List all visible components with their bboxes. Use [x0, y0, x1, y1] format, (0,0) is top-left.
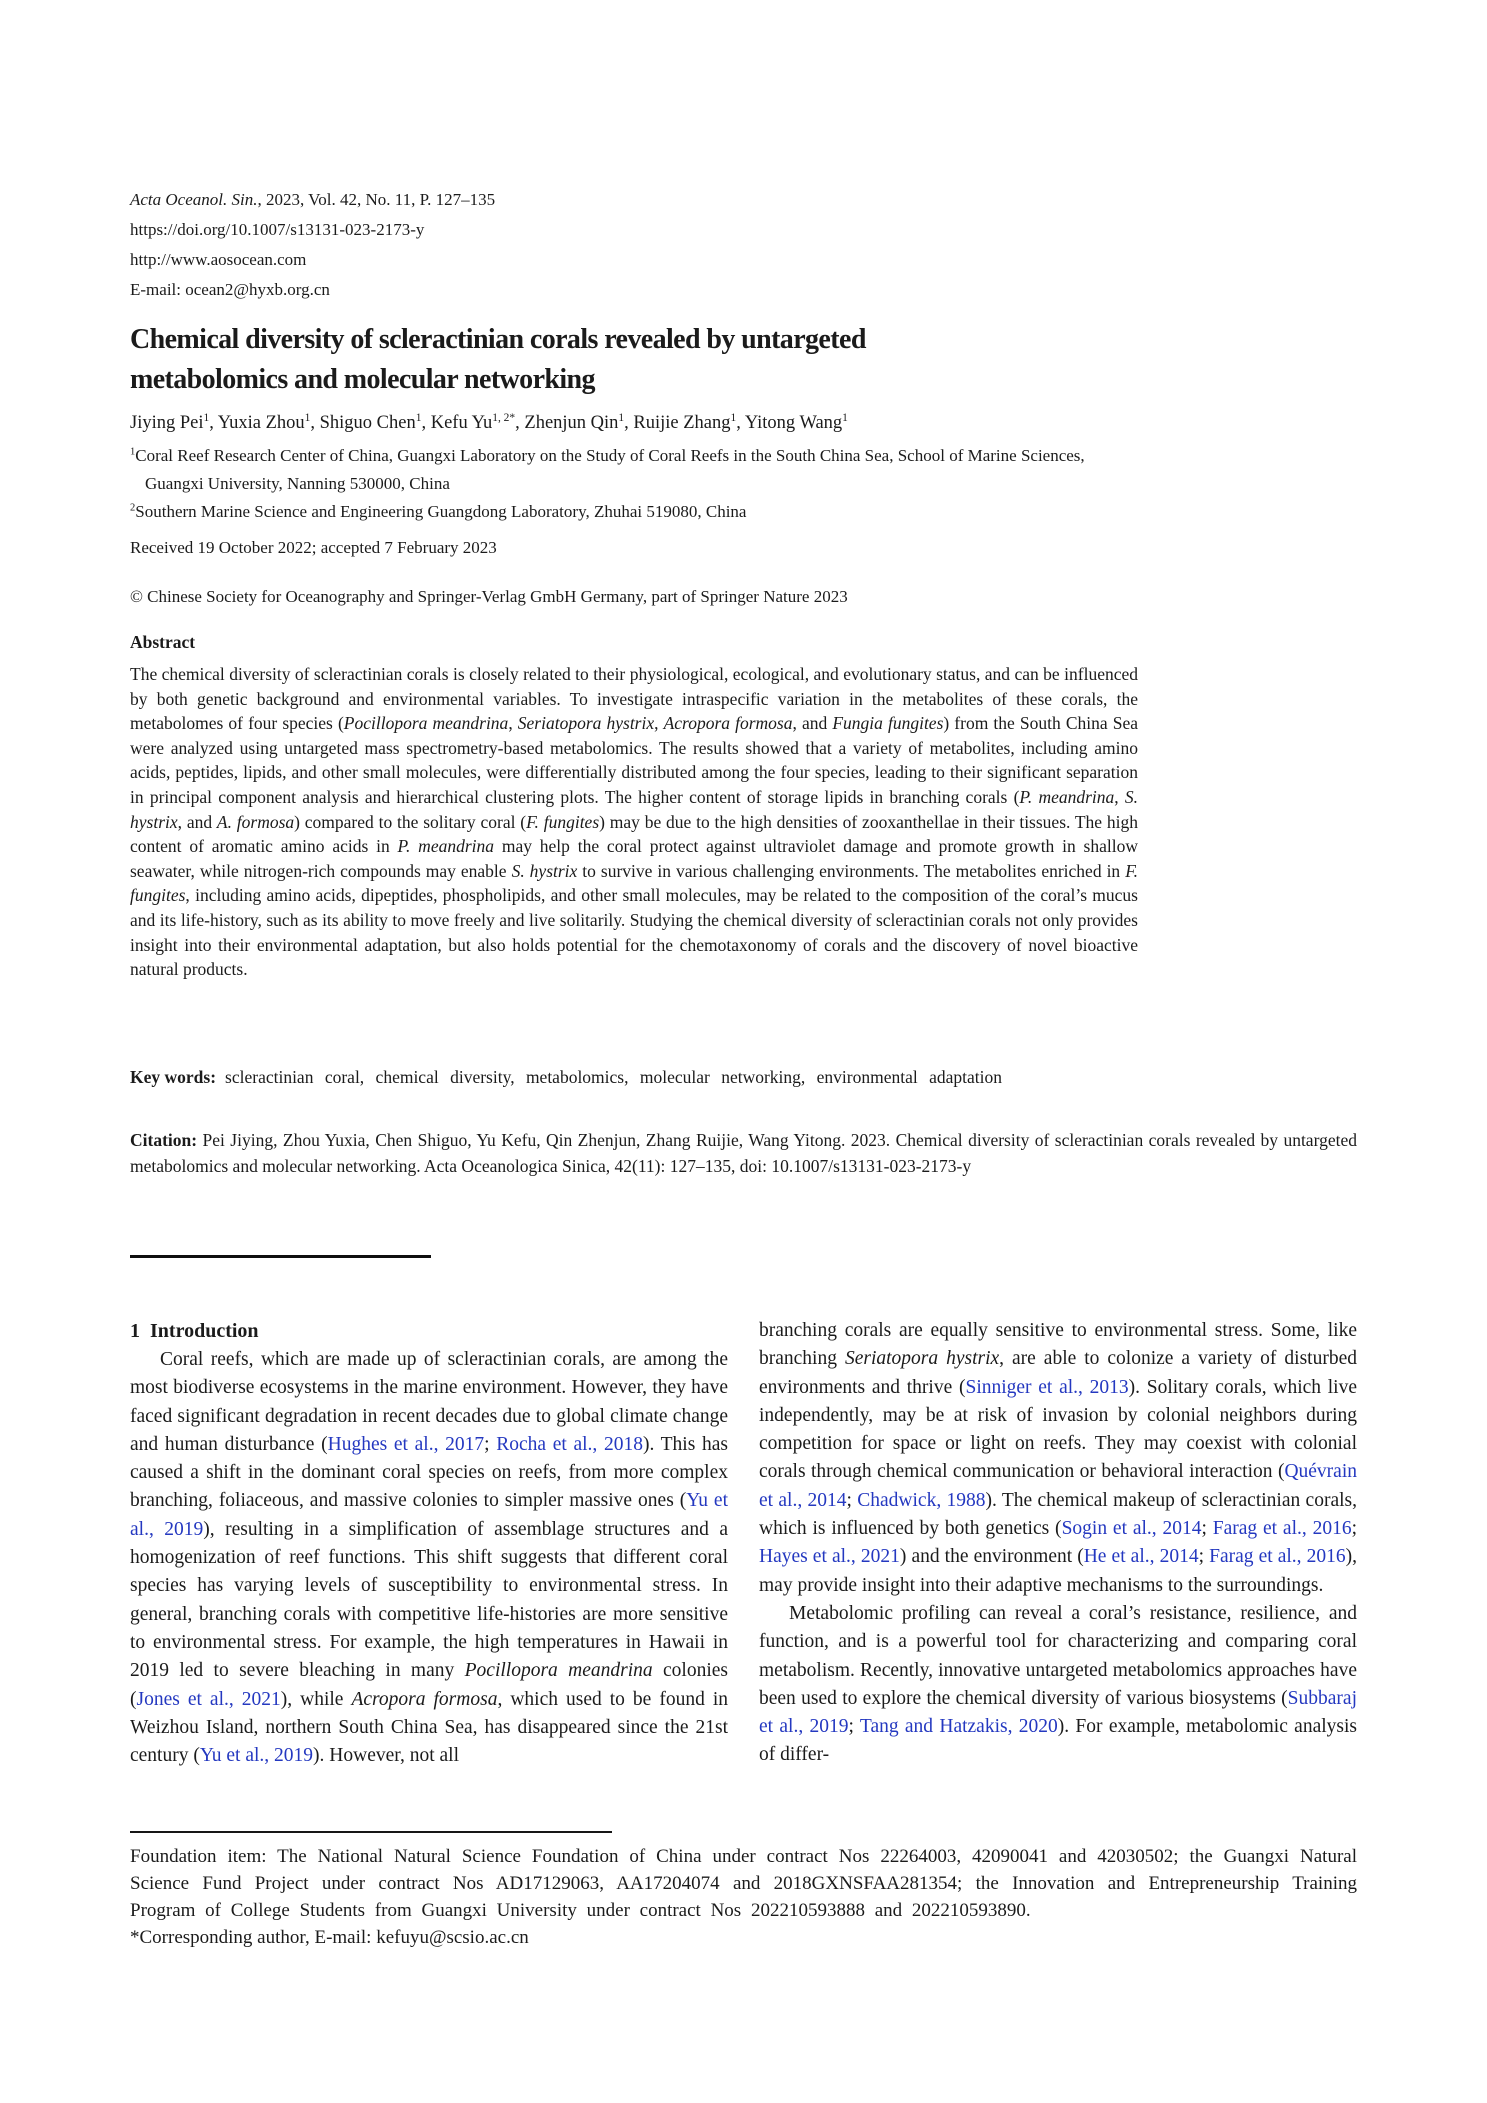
citation-link[interactable]: Yu et al., 2019: [199, 1745, 314, 1767]
abstract-text: [130, 662, 1138, 982]
text-run: Seriatopora hystrix: [844, 1348, 1000, 1370]
affiliation-2: [130, 498, 1140, 526]
citation-block: [130, 1127, 1357, 1179]
text-run: ;: [1198, 1546, 1210, 1568]
text-run: ), may provide insight into their adaptive mechanisms to the surroundings.: [759, 1546, 1357, 1596]
two-column-body: [130, 1317, 1357, 1770]
text-run: ). However, not all: [313, 1745, 460, 1767]
text-run: , Kefu Yu: [421, 413, 493, 433]
superscript: 1: [130, 446, 136, 458]
citation-link[interactable]: Sinniger et al., 2013: [965, 1376, 1129, 1398]
citation-link[interactable]: Farag et al., 2016: [1212, 1518, 1352, 1540]
text-run: ). For example, metabolomic analysis of differ-: [759, 1716, 1357, 1766]
citation-text: [130, 1130, 1357, 1176]
copyright-line: © Chinese Society for Oceanography and Springer-Verlag GmbH Germany, part of Springer Nature 2023: [130, 587, 848, 606]
intro-paragraph-2: [759, 1600, 1357, 1770]
text-run: ;: [1201, 1518, 1213, 1540]
text-run: F. fungites: [526, 811, 600, 832]
intro-paragraph-right-continuation: [759, 1317, 1357, 1600]
text-run: Coral reefs, which are made up of scleractinian corals, are among the most biodiverse ecosystems in the marine environment. However, they have faced significant degradation in recent decades due to global climate change and human disturbance (: [130, 1349, 728, 1455]
keywords-label: Key words:: [130, 1067, 217, 1087]
citation-link[interactable]: Subbaraj et al., 2019: [759, 1687, 1357, 1738]
citation-label: Citation:: [130, 1130, 198, 1150]
citation-link[interactable]: Sogin et al., 2014: [1061, 1518, 1202, 1540]
citation-link[interactable]: Quévrain et al., 2014: [759, 1461, 1357, 1511]
text-run: Pocillopora meandrina: [464, 1660, 653, 1682]
text-run: Acta Oceanol. Sin.: [130, 190, 258, 209]
citation-link[interactable]: Hayes et al., 2021: [759, 1546, 900, 1568]
text-run: The chemical diversity of scleractinian corals is closely related to their physiological, ecological, and evolutionary status, and can be influenced by both genetic background and environmental variables. To investigate intraspecific variation in the metabolites of these corals, the metabolomes of four species (: [130, 664, 1138, 734]
text-run: S. hystrix: [130, 786, 1139, 832]
text-run: to survive in various challenging environments. The metabolites enriched in: [577, 860, 1126, 881]
citation-link[interactable]: Jones et al., 2021: [136, 1688, 281, 1710]
superscript: 1: [415, 411, 422, 424]
citation-link[interactable]: Rocha et al., 2018: [496, 1433, 643, 1455]
citation-link[interactable]: Tang and Hatzakis, 2020: [859, 1716, 1058, 1738]
text-run: ;: [484, 1433, 497, 1455]
text-run: , which used to be found in Weizhou Island, northern South China Sea, has disappeared since the 21st century (: [130, 1688, 729, 1767]
text-run: , Yitong Wang: [736, 413, 843, 433]
author-list: [130, 410, 1138, 436]
text-run: Acropora formosa: [351, 1688, 498, 1710]
citation-link[interactable]: He et al., 2014: [1083, 1546, 1199, 1568]
corresponding-author-note: *Corresponding author, E-mail: kefuyu@scsio.ac.cn: [130, 1927, 529, 1948]
text-run: Seriatopora hystrix: [517, 713, 655, 734]
citation-link[interactable]: Hughes et al., 2017: [327, 1433, 485, 1455]
text-run: ;: [846, 1489, 858, 1511]
text-run: ), while: [280, 1688, 352, 1710]
text-run: ,: [1114, 786, 1125, 807]
right-column: [759, 1317, 1357, 1770]
superscript: 1: [730, 411, 737, 424]
text-run: A. formosa: [216, 811, 295, 832]
text-run: ). The chemical makeup of scleractinian corals, which is influenced by both genetics (: [759, 1489, 1357, 1540]
journal-volume-line: [130, 185, 495, 215]
text-run: ). Solitary corals, which live independently, may be at risk of invasion by colonial neighbors during competition for space or light on reefs. They may coexist with colonial corals through chemical communication or behavioral interaction (: [759, 1376, 1357, 1483]
text-run: Metabolomic profiling can reveal a coral’s resistance, resilience, and function, and is a powerful tool for characterizing and comparing coral metabolism. Recently, innovative untargeted metabolomics approaches have been used to explore the chemical diversity of various biosystems (: [759, 1602, 1357, 1709]
text-run: , Shiguo Chen: [310, 413, 416, 433]
citation-link[interactable]: Farag et al., 2016: [1209, 1546, 1346, 1568]
foundation-item: Foundation item: The National Natural Science Foundation of China under contract Nos 22264003, 42090041 and 42030502; the Guangxi Natural Science Fund Project under contract Nos AD17129063, AA17204074 and 2018GXNSFAA281354; the Innovation and Entrepreneurship Training Program of College Students from Guangxi University under contract Nos 202210593888 and 202210593890.: [130, 1846, 1357, 1921]
section-heading-introduction: 1 Introduction: [130, 1320, 259, 1342]
affiliation-1-text: Coral Reef Research Center of China, Guangxi Laboratory on the Study of Coral Reefs in the South China Sea, School of Marine Sciences, Guangxi University, Nanning 530000, China: [135, 446, 1085, 493]
text-run: , Zhenjun Qin: [515, 413, 619, 433]
text-run: , including amino acids, dipeptides, phospholipids, and other small molecules, may be related to the composition of the coral’s mucus and its life-history, such as its ability to move freely and live solitarily. Studying the chemical diversity of scleractinian corals not only provides insight into their environmental adaptation, but also holds potential for the chemotaxonomy of corals and the discovery of novel bioactive natural products.: [130, 885, 1138, 980]
footnote-block: [130, 1831, 1357, 1951]
superscript: 1: [842, 411, 848, 424]
journal-email: E-mail: ocean2@hyxb.org.cn: [130, 280, 330, 299]
affiliation-2-text: Southern Marine Science and Engineering Guangdong Laboratory, Zhuhai 519080, China: [135, 502, 747, 521]
text-run: ) from the South China Sea were analyzed using untargeted mass spectrometry-based metabolomics. The results showed that a variety of metabolites, including amino acids, peptides, lipids, and other small molecules, were differentially distributed among the four species, leading to their significant separation in principal component analysis and hierarchical clustering plots. The higher content of storage lipids in branching corals (: [130, 713, 1138, 807]
text-run: P. meandrina: [1019, 786, 1115, 807]
text-run: , and: [177, 811, 217, 832]
text-run: colonies (: [130, 1660, 728, 1710]
text-run: , Yuxia Zhou: [209, 413, 305, 433]
left-column: [130, 1317, 728, 1770]
journal-website-link[interactable]: http://www.aosocean.com: [130, 250, 307, 269]
text-run: ,: [654, 713, 664, 734]
text-run: Pei Jiying, Zhou Yuxia, Chen Shiguo, Yu Kefu, Qin Zhenjun, Zhang Ruijie, Wang Yitong. 2023. Chemical diversity of scleractinian corals revealed by untargeted metabolomics and molecular networking. Acta Oceanologica Sinica, 42(11): 127–135, doi: 10.1007/s13131-023-2173-y: [130, 1130, 1357, 1176]
abstract-heading: Abstract: [130, 632, 196, 652]
text-run: S. hystrix: [511, 860, 578, 881]
paper-title: Chemical diversity of scleractinian corals revealed by untargeted metabolomics and molecular networking: [130, 324, 866, 395]
text-run: , Ruijie Zhang: [624, 413, 731, 433]
received-accepted-dates: Received 19 October 2022; accepted 7 February 2023: [130, 538, 497, 557]
doi-link[interactable]: https://doi.org/10.1007/s13131-023-2173-y: [130, 220, 425, 239]
text-run: ), resulting in a simplification of assemblage structures and a homogenization of reef functions. This shift suggests that different coral species has varying levels of susceptibility to environmental stress. In general, branching corals with competitive life-histories are more sensitive to environmental stress. For example, the high temperatures in Hawaii in 2019 led to severe bleaching in many: [130, 1518, 728, 1682]
footnote-separator-rule: [130, 1831, 612, 1833]
affiliations: [130, 442, 1140, 526]
intro-paragraph-left: [130, 1346, 728, 1770]
text-run: F. fungites: [130, 860, 1138, 906]
text-run: ) may be due to the high densities of zooxanthellae in their tissues. The high content of aromatic amino acids in: [130, 811, 1138, 857]
front-matter-divider: [130, 1255, 431, 1258]
keywords-text: scleractinian coral, chemical diversity, metabolomics, molecular networking, environmental adaptation: [225, 1067, 1003, 1087]
text-run: Jiying Pei: [130, 413, 204, 433]
text-run: , and: [792, 713, 833, 734]
affiliation-1: [130, 442, 1140, 498]
text-run: ;: [1351, 1518, 1358, 1540]
text-run: branching corals are equally sensitive to environmental stress. Some, like branching: [759, 1320, 1357, 1370]
text-run: ) and the environment (: [899, 1546, 1084, 1568]
text-run: Fungia fungites: [832, 713, 944, 734]
citation-link[interactable]: Yu et al., 2019: [130, 1490, 728, 1540]
superscript: 1: [203, 411, 210, 424]
superscript: 1, 2*: [492, 411, 516, 424]
text-run: ). This has caused a shift in the dominant coral species on reefs, from more complex branching, foliaceous, and massive colonies to simpler massive ones (: [130, 1433, 728, 1512]
text-run: ,: [508, 713, 518, 734]
superscript: 1: [618, 411, 625, 424]
text-run: , are able to colonize a variety of disturbed environments and thrive (: [759, 1348, 1357, 1398]
text-run: Pocillopora meandrina: [343, 713, 509, 734]
text-run: Acropora formosa: [663, 713, 793, 734]
text-run: may help the coral protect against ultraviolet damage and promote growth in shallow seawater, while nitrogen-rich compounds may enable: [130, 836, 1139, 881]
text-run: ) compared to the solitary coral (: [294, 811, 527, 832]
text-run: P. meandrina: [397, 836, 495, 857]
citation-link[interactable]: Chadwick, 1988: [857, 1489, 986, 1511]
journal-masthead: [130, 185, 495, 305]
text-run: ;: [848, 1716, 860, 1738]
text-run: , 2023, Vol. 42, No. 11, P. 127–135: [257, 190, 496, 209]
superscript: 2: [130, 502, 136, 514]
keywords-block: [130, 1065, 1140, 1090]
superscript: 1: [304, 411, 311, 424]
